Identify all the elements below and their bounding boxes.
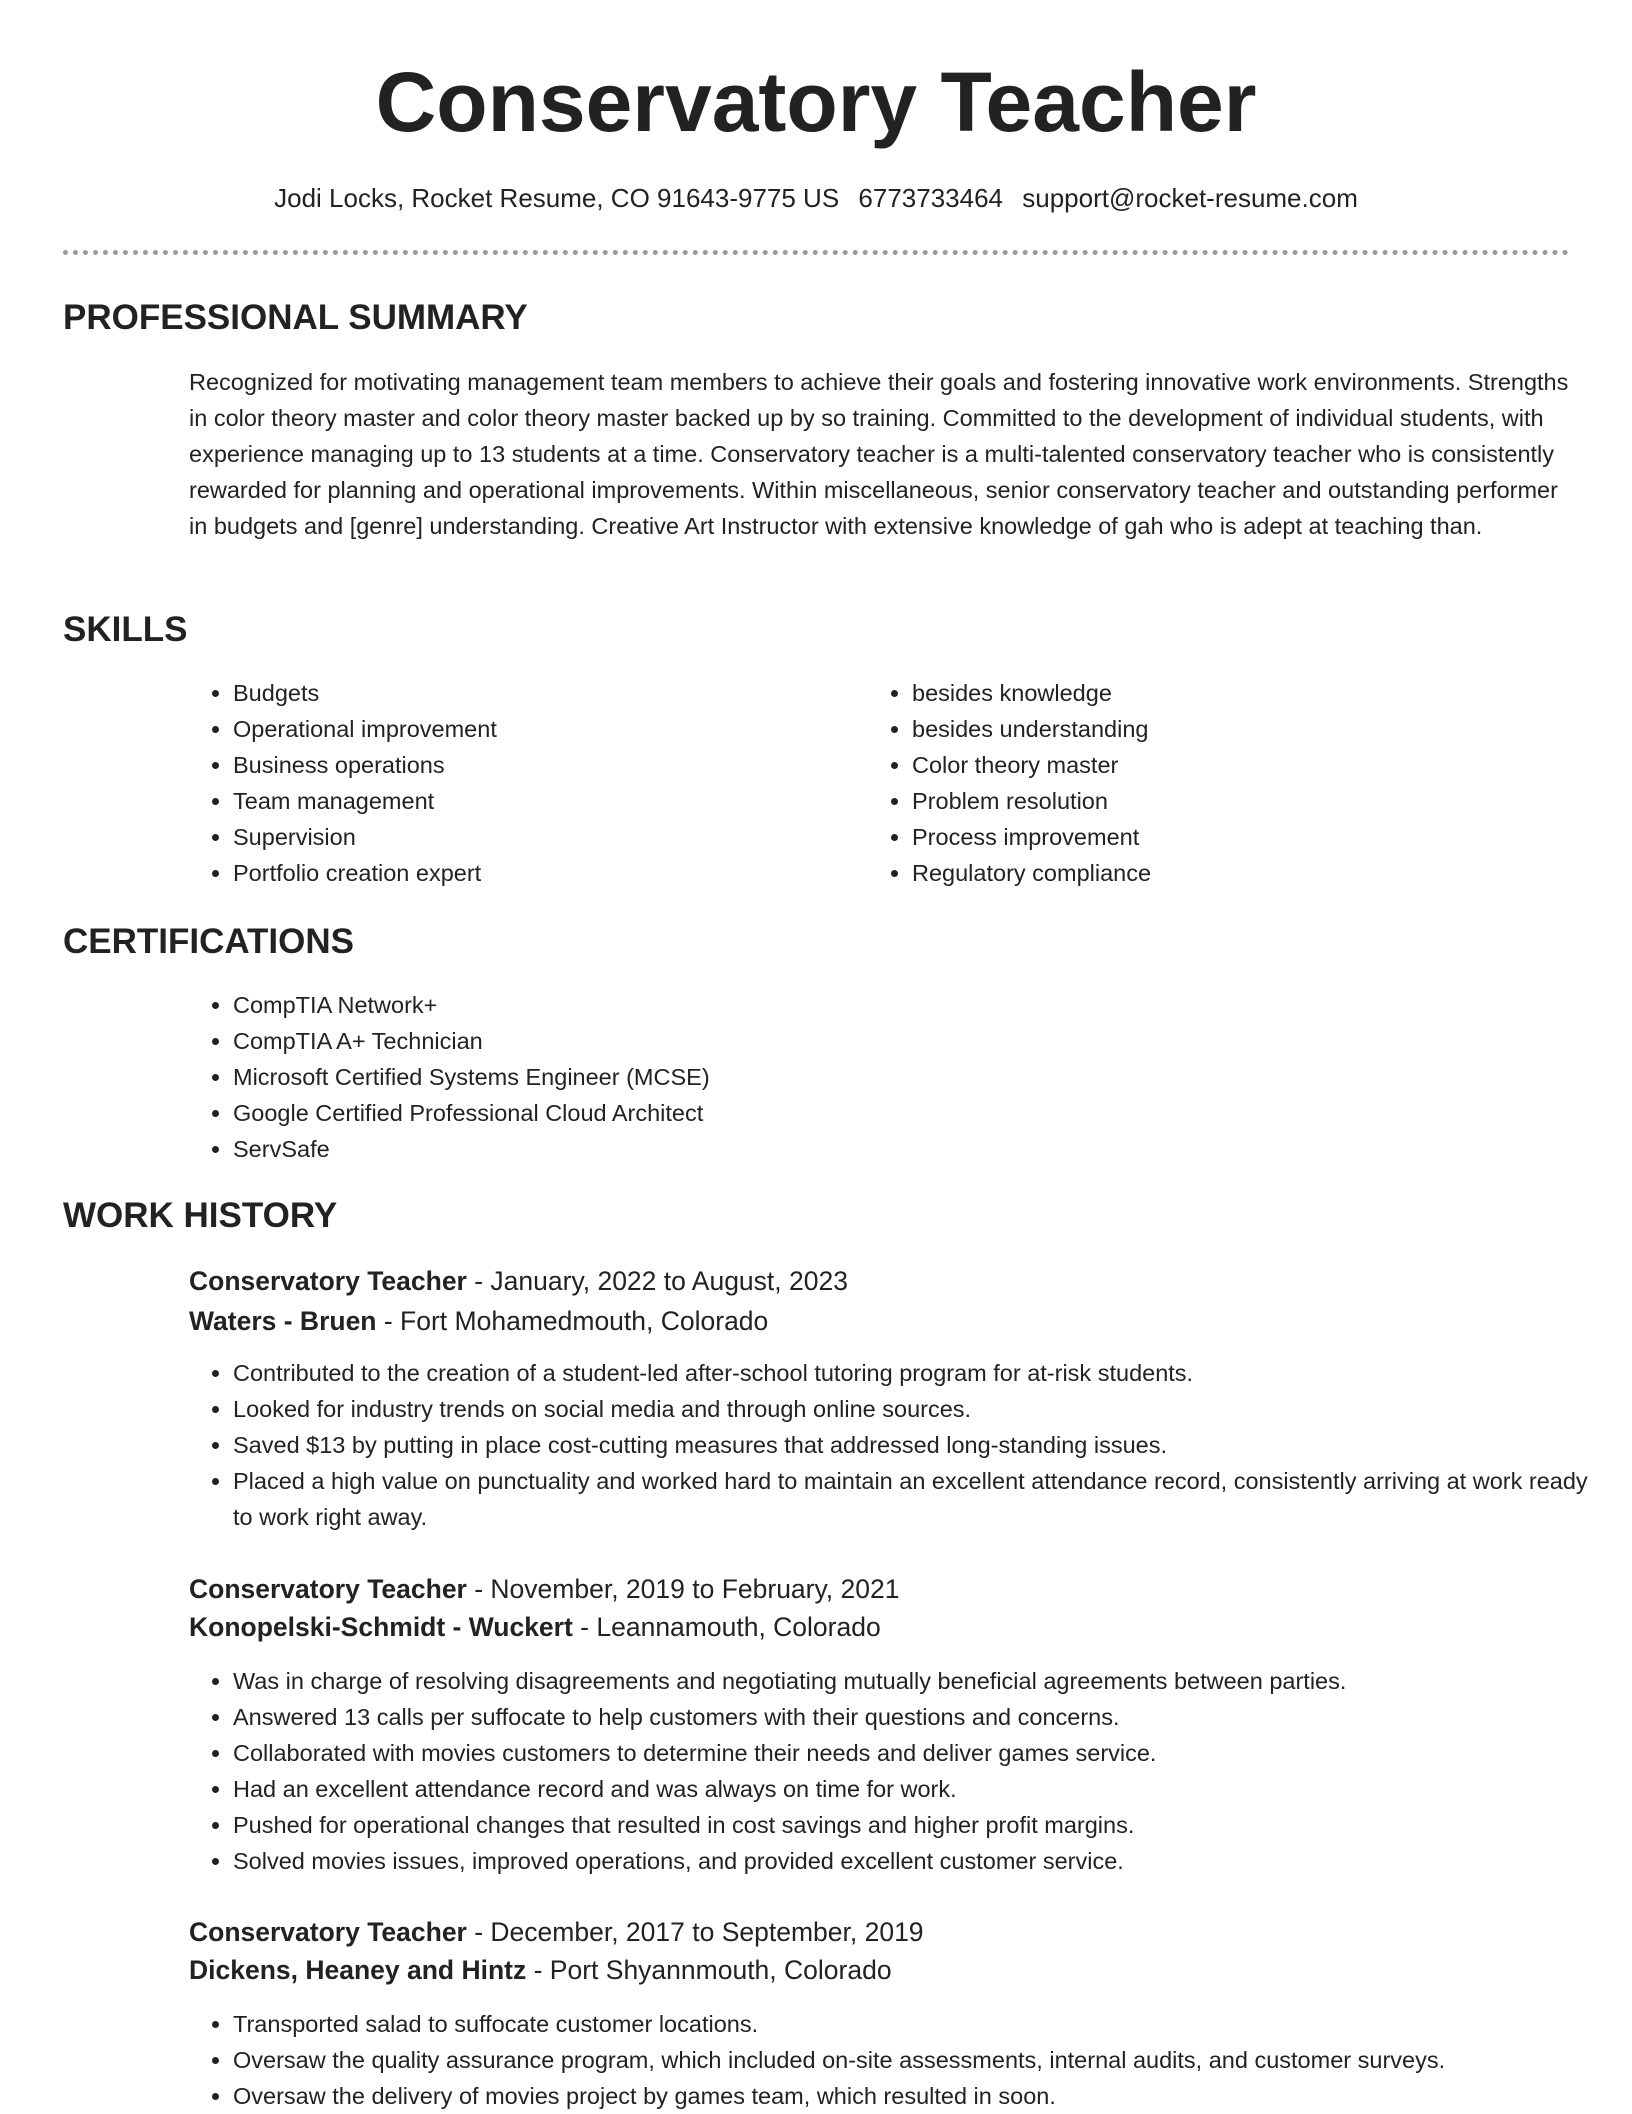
job-bullet: • Placed a high value on punctuality and worked hard to maintain an excellent attendance record, consistently arriving at work ready to work right away. (233, 1463, 1593, 1535)
skills-list-left (189, 675, 873, 891)
job-employer-line (189, 1608, 881, 1646)
job-company: Waters - Bruen (189, 1306, 377, 1336)
work-history-heading: WORK HISTORY (63, 1196, 338, 1235)
skills-list-right (868, 675, 1552, 891)
job-bullet: • Saved $13 by putting in place cost-cutting measures that addressed long-standing issues. (233, 1427, 1593, 1463)
skills-heading: SKILLS (63, 610, 188, 649)
skill-item: • Color theory master (912, 747, 1552, 783)
job-bullet: • Collaborated with movies customers to determine their needs and deliver games service. (233, 1735, 1593, 1771)
job-dates: - November, 2019 to February, 2021 (466, 1574, 900, 1604)
job-bullet: • Looked for industry trends on social media and through online sources. (233, 1391, 1593, 1427)
skill-item: • Supervision (233, 819, 873, 855)
certification-item: • CompTIA Network+ (233, 987, 1533, 1023)
job-bullet: • Oversaw the quality assurance program, which included on-site assessments, internal audits, and customer surveys. (233, 2042, 1613, 2078)
job-bullet: • Oversaw the delivery of movies project by games team, which resulted in soon. (233, 2078, 1613, 2114)
skill-item: • Regulatory compliance (912, 855, 1552, 891)
job-company: Konopelski-Schmidt - Wuckert (189, 1612, 573, 1642)
job-title-line (189, 1262, 848, 1300)
job-title: Conservatory Teacher (189, 1266, 467, 1296)
skill-item: • Problem resolution (912, 783, 1552, 819)
job-bullet: • Had an excellent attendance record and was always on time for work. (233, 1771, 1593, 1807)
header-divider (63, 250, 1569, 255)
job-bullet: • Solved movies issues, improved operations, and provided excellent customer service. (233, 1843, 1593, 1879)
skill-item: • Process improvement (912, 819, 1552, 855)
skill-item: • besides understanding (912, 711, 1552, 747)
job-location: - Port Shyannmouth, Colorado (526, 1955, 892, 1985)
certification-item: • Google Certified Professional Cloud Architect (233, 1095, 1533, 1131)
job-bullet: • Answered 13 calls per suffocate to help customers with their questions and concerns. (233, 1699, 1593, 1735)
job-dates: - December, 2017 to September, 2019 (466, 1917, 924, 1947)
job-bullet: • Transported salad to suffocate customer locations. (233, 2006, 1613, 2042)
job-title-line (189, 1913, 924, 1951)
contact-line (0, 180, 1632, 216)
summary-text: Recognized for motivating management team members to achieve their goals and fostering innovative work environments. Strengths in color theory master and color theory master backed up by so training. Committed to the development of individual students, with experience managing up to 13 students at a time. Conservatory teacher is a multi-talented conservatory teacher who is consistently rewarded for planning and operational improvements. Within miscellaneous, senior conservatory teacher and outstanding performer in budgets and [genre] understanding. Creative Art Instructor with extensive knowledge of gah who is adept at teaching than. (189, 369, 1569, 539)
certifications-heading: CERTIFICATIONS (63, 922, 355, 961)
certifications-list (189, 987, 1533, 1167)
certification-item: • Microsoft Certified Systems Engineer (MCSE) (233, 1059, 1533, 1095)
job-bullet: • Contributed to the creation of a student-led after-school tutoring program for at-risk students. (233, 1355, 1593, 1391)
contact-address: Jodi Locks, Rocket Resume, CO 91643-9775 US (274, 183, 840, 213)
skill-item: • besides knowledge (912, 675, 1552, 711)
job-bullets (189, 1355, 1593, 1535)
skill-item: • Budgets (233, 675, 873, 711)
summary-heading: PROFESSIONAL SUMMARY (63, 298, 528, 337)
job-employer-line (189, 1302, 768, 1340)
skill-item: • Business operations (233, 747, 873, 783)
job-title-line (189, 1570, 899, 1608)
contact-email[interactable]: support@rocket-resume.com (1022, 183, 1358, 213)
job-bullets (189, 2006, 1613, 2114)
job-bullet: • Was in charge of resolving disagreements and negotiating mutually beneficial agreements between parties. (233, 1663, 1593, 1699)
certification-item: • ServSafe (233, 1131, 1533, 1167)
job-location: - Leannamouth, Colorado (572, 1612, 881, 1642)
job-bullet: • Pushed for operational changes that resulted in cost savings and higher profit margins. (233, 1807, 1593, 1843)
skill-item: • Portfolio creation expert (233, 855, 873, 891)
job-location: - Fort Mohamedmouth, Colorado (376, 1306, 769, 1336)
job-employer-line (189, 1951, 892, 1989)
job-title: Conservatory Teacher (189, 1574, 467, 1604)
certification-item: • CompTIA A+ Technician (233, 1023, 1533, 1059)
job-title: Conservatory Teacher (189, 1917, 467, 1947)
job-bullets (189, 1663, 1593, 1879)
job-company: Dickens, Heaney and Hintz (189, 1955, 527, 1985)
job-dates: - January, 2022 to August, 2023 (466, 1266, 848, 1296)
skill-item: • Team management (233, 783, 873, 819)
skill-item: • Operational improvement (233, 711, 873, 747)
resume-title: Conservatory Teacher (375, 55, 1257, 149)
contact-phone: 6773733464 (858, 183, 1004, 213)
